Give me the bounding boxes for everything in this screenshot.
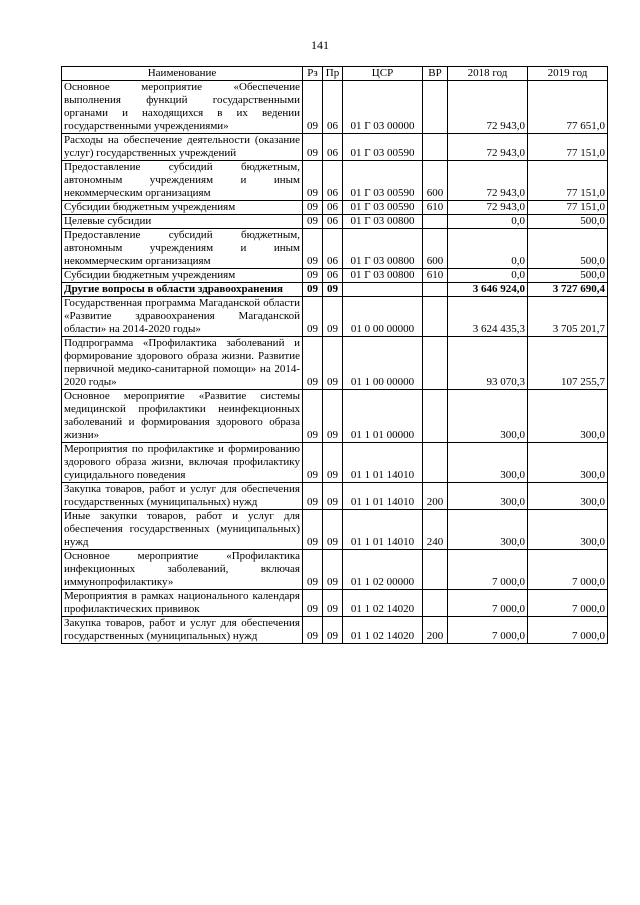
cell-y2019: 3 705 201,7 bbox=[528, 297, 608, 337]
cell-name: Мероприятия по профилактике и формированию здорового образа жизни, включая профилактику суицидального поведения bbox=[62, 443, 303, 483]
cell-y2019: 500,0 bbox=[528, 229, 608, 269]
cell-rz: 09 bbox=[303, 390, 323, 443]
table-row bbox=[62, 215, 608, 229]
table-row bbox=[62, 81, 608, 134]
cell-y2018: 0,0 bbox=[448, 269, 528, 283]
cell-y2018: 300,0 bbox=[448, 443, 528, 483]
table-row bbox=[62, 134, 608, 161]
cell-pr: 09 bbox=[323, 483, 343, 510]
table-row bbox=[62, 483, 608, 510]
cell-rz: 09 bbox=[303, 337, 323, 390]
cell-pr: 09 bbox=[323, 590, 343, 617]
cell-name: Предоставление субсидий бюджетным, автономным учреждениям и иным некоммерческим организациям bbox=[62, 161, 303, 201]
header-vr: ВР bbox=[423, 67, 448, 81]
table-row bbox=[62, 337, 608, 390]
cell-y2018: 3 624 435,3 bbox=[448, 297, 528, 337]
table-row bbox=[62, 443, 608, 483]
cell-y2018: 300,0 bbox=[448, 390, 528, 443]
cell-vr bbox=[423, 297, 448, 337]
cell-vr bbox=[423, 81, 448, 134]
cell-vr bbox=[423, 443, 448, 483]
cell-name: Иные закупки товаров, работ и услуг для обеспечения государственных (муниципальных) нужд bbox=[62, 510, 303, 550]
cell-vr bbox=[423, 337, 448, 390]
cell-y2018: 0,0 bbox=[448, 215, 528, 229]
cell-rz: 09 bbox=[303, 590, 323, 617]
cell-y2018: 300,0 bbox=[448, 510, 528, 550]
cell-csr: 01 1 02 14020 bbox=[343, 590, 423, 617]
cell-y2019: 77 151,0 bbox=[528, 201, 608, 215]
cell-name: Мероприятия в рамках национального календаря профилактических прививок bbox=[62, 590, 303, 617]
table-row bbox=[62, 510, 608, 550]
cell-vr bbox=[423, 590, 448, 617]
cell-csr: 01 1 02 14020 bbox=[343, 617, 423, 644]
cell-name: Подпрограмма «Профилактика заболеваний и формирование здорового образа жизни. Развитие первичной медико-санитарной помощи» на 2014-2020 годы» bbox=[62, 337, 303, 390]
cell-y2018: 72 943,0 bbox=[448, 161, 528, 201]
cell-y2018: 72 943,0 bbox=[448, 201, 528, 215]
cell-y2019: 7 000,0 bbox=[528, 617, 608, 644]
header-csr: ЦСР bbox=[343, 67, 423, 81]
cell-name: Основное мероприятие «Обеспечение выполнения функций государственными органами и находящихся в их ведении государственными учреждениями» bbox=[62, 81, 303, 134]
table-row bbox=[62, 283, 608, 297]
cell-pr: 06 bbox=[323, 269, 343, 283]
cell-name: Закупка товаров, работ и услуг для обеспечения государственных (муниципальных) нужд bbox=[62, 483, 303, 510]
cell-vr bbox=[423, 134, 448, 161]
cell-vr: 610 bbox=[423, 269, 448, 283]
cell-csr: 01 Г 03 00590 bbox=[343, 134, 423, 161]
cell-y2019: 7 000,0 bbox=[528, 590, 608, 617]
cell-pr: 09 bbox=[323, 443, 343, 483]
cell-y2018: 93 070,3 bbox=[448, 337, 528, 390]
cell-name: Государственная программа Магаданской области «Развитие здравоохранения Магаданской области» на 2014-2020 годы» bbox=[62, 297, 303, 337]
cell-csr: 01 Г 03 00800 bbox=[343, 229, 423, 269]
cell-y2018: 3 646 924,0 bbox=[448, 283, 528, 297]
cell-y2019: 300,0 bbox=[528, 510, 608, 550]
table-row bbox=[62, 297, 608, 337]
table-row bbox=[62, 229, 608, 269]
cell-name: Расходы на обеспечение деятельности (оказание услуг) государственных учреждений bbox=[62, 134, 303, 161]
header-name: Наименование bbox=[62, 67, 303, 81]
cell-y2019: 300,0 bbox=[528, 443, 608, 483]
cell-y2019: 77 151,0 bbox=[528, 134, 608, 161]
cell-rz: 09 bbox=[303, 161, 323, 201]
cell-pr: 06 bbox=[323, 161, 343, 201]
budget-table bbox=[61, 66, 608, 644]
cell-rz: 09 bbox=[303, 510, 323, 550]
header-2019: 2019 год bbox=[528, 67, 608, 81]
cell-pr: 06 bbox=[323, 134, 343, 161]
cell-name: Субсидии бюджетным учреждениям bbox=[62, 269, 303, 283]
header-2018: 2018 год bbox=[448, 67, 528, 81]
cell-y2019: 77 651,0 bbox=[528, 81, 608, 134]
cell-csr: 01 1 00 00000 bbox=[343, 337, 423, 390]
cell-vr: 600 bbox=[423, 161, 448, 201]
cell-vr bbox=[423, 283, 448, 297]
cell-vr bbox=[423, 550, 448, 590]
cell-vr: 200 bbox=[423, 617, 448, 644]
cell-y2018: 72 943,0 bbox=[448, 134, 528, 161]
cell-csr: 01 Г 03 00000 bbox=[343, 81, 423, 134]
cell-rz: 09 bbox=[303, 443, 323, 483]
cell-pr: 09 bbox=[323, 617, 343, 644]
cell-csr bbox=[343, 283, 423, 297]
cell-y2018: 7 000,0 bbox=[448, 550, 528, 590]
cell-pr: 06 bbox=[323, 201, 343, 215]
cell-name: Субсидии бюджетным учреждениям bbox=[62, 201, 303, 215]
cell-rz: 09 bbox=[303, 215, 323, 229]
cell-y2018: 7 000,0 bbox=[448, 590, 528, 617]
cell-y2019: 300,0 bbox=[528, 390, 608, 443]
cell-pr: 06 bbox=[323, 215, 343, 229]
cell-y2018: 72 943,0 bbox=[448, 81, 528, 134]
cell-vr: 600 bbox=[423, 229, 448, 269]
cell-y2019: 3 727 690,4 bbox=[528, 283, 608, 297]
cell-y2019: 500,0 bbox=[528, 269, 608, 283]
cell-csr: 01 Г 03 00590 bbox=[343, 201, 423, 215]
cell-vr: 610 bbox=[423, 201, 448, 215]
cell-y2019: 300,0 bbox=[528, 483, 608, 510]
cell-y2019: 77 151,0 bbox=[528, 161, 608, 201]
header-pr: Пр bbox=[323, 67, 343, 81]
cell-csr: 01 Г 03 00590 bbox=[343, 161, 423, 201]
cell-rz: 09 bbox=[303, 550, 323, 590]
cell-y2018: 0,0 bbox=[448, 229, 528, 269]
cell-rz: 09 bbox=[303, 269, 323, 283]
cell-csr: 01 1 02 00000 bbox=[343, 550, 423, 590]
cell-name: Основное мероприятие «Развитие системы медицинской профилактики неинфекционных заболеваний и формирования здорового образа жизни» bbox=[62, 390, 303, 443]
cell-csr: 01 1 01 14010 bbox=[343, 510, 423, 550]
cell-pr: 09 bbox=[323, 283, 343, 297]
cell-pr: 09 bbox=[323, 297, 343, 337]
cell-y2019: 500,0 bbox=[528, 215, 608, 229]
cell-y2018: 7 000,0 bbox=[448, 617, 528, 644]
cell-y2019: 7 000,0 bbox=[528, 550, 608, 590]
table-row bbox=[62, 390, 608, 443]
cell-y2018: 300,0 bbox=[448, 483, 528, 510]
table-row bbox=[62, 269, 608, 283]
cell-name: Закупка товаров, работ и услуг для обеспечения государственных (муниципальных) нужд bbox=[62, 617, 303, 644]
cell-vr: 240 bbox=[423, 510, 448, 550]
cell-csr: 01 Г 03 00800 bbox=[343, 215, 423, 229]
cell-pr: 09 bbox=[323, 550, 343, 590]
cell-csr: 01 Г 03 00800 bbox=[343, 269, 423, 283]
cell-rz: 09 bbox=[303, 229, 323, 269]
table-row bbox=[62, 201, 608, 215]
cell-rz: 09 bbox=[303, 617, 323, 644]
cell-y2019: 107 255,7 bbox=[528, 337, 608, 390]
cell-rz: 09 bbox=[303, 134, 323, 161]
cell-csr: 01 1 01 14010 bbox=[343, 443, 423, 483]
cell-name: Предоставление субсидий бюджетным, автономным учреждениям и иным некоммерческим организациям bbox=[62, 229, 303, 269]
cell-csr: 01 1 01 14010 bbox=[343, 483, 423, 510]
table-body bbox=[62, 81, 608, 644]
cell-csr: 01 0 00 00000 bbox=[343, 297, 423, 337]
cell-rz: 09 bbox=[303, 283, 323, 297]
cell-name: Целевые субсидии bbox=[62, 215, 303, 229]
cell-rz: 09 bbox=[303, 297, 323, 337]
table-row bbox=[62, 161, 608, 201]
cell-pr: 09 bbox=[323, 390, 343, 443]
cell-vr bbox=[423, 390, 448, 443]
cell-name: Основное мероприятие «Профилактика инфекционных заболеваний, включая иммунопрофилактику» bbox=[62, 550, 303, 590]
cell-rz: 09 bbox=[303, 483, 323, 510]
cell-pr: 06 bbox=[323, 81, 343, 134]
cell-pr: 06 bbox=[323, 229, 343, 269]
header-rz: Рз bbox=[303, 67, 323, 81]
cell-rz: 09 bbox=[303, 81, 323, 134]
page-number: 141 bbox=[311, 38, 329, 52]
cell-vr: 200 bbox=[423, 483, 448, 510]
cell-pr: 09 bbox=[323, 510, 343, 550]
cell-rz: 09 bbox=[303, 201, 323, 215]
cell-vr bbox=[423, 215, 448, 229]
cell-pr: 09 bbox=[323, 337, 343, 390]
cell-csr: 01 1 01 00000 bbox=[343, 390, 423, 443]
table-row bbox=[62, 590, 608, 617]
table-header-row bbox=[62, 67, 608, 81]
cell-name: Другие вопросы в области здравоохранения bbox=[62, 283, 303, 297]
table-row bbox=[62, 550, 608, 590]
table-row bbox=[62, 617, 608, 644]
